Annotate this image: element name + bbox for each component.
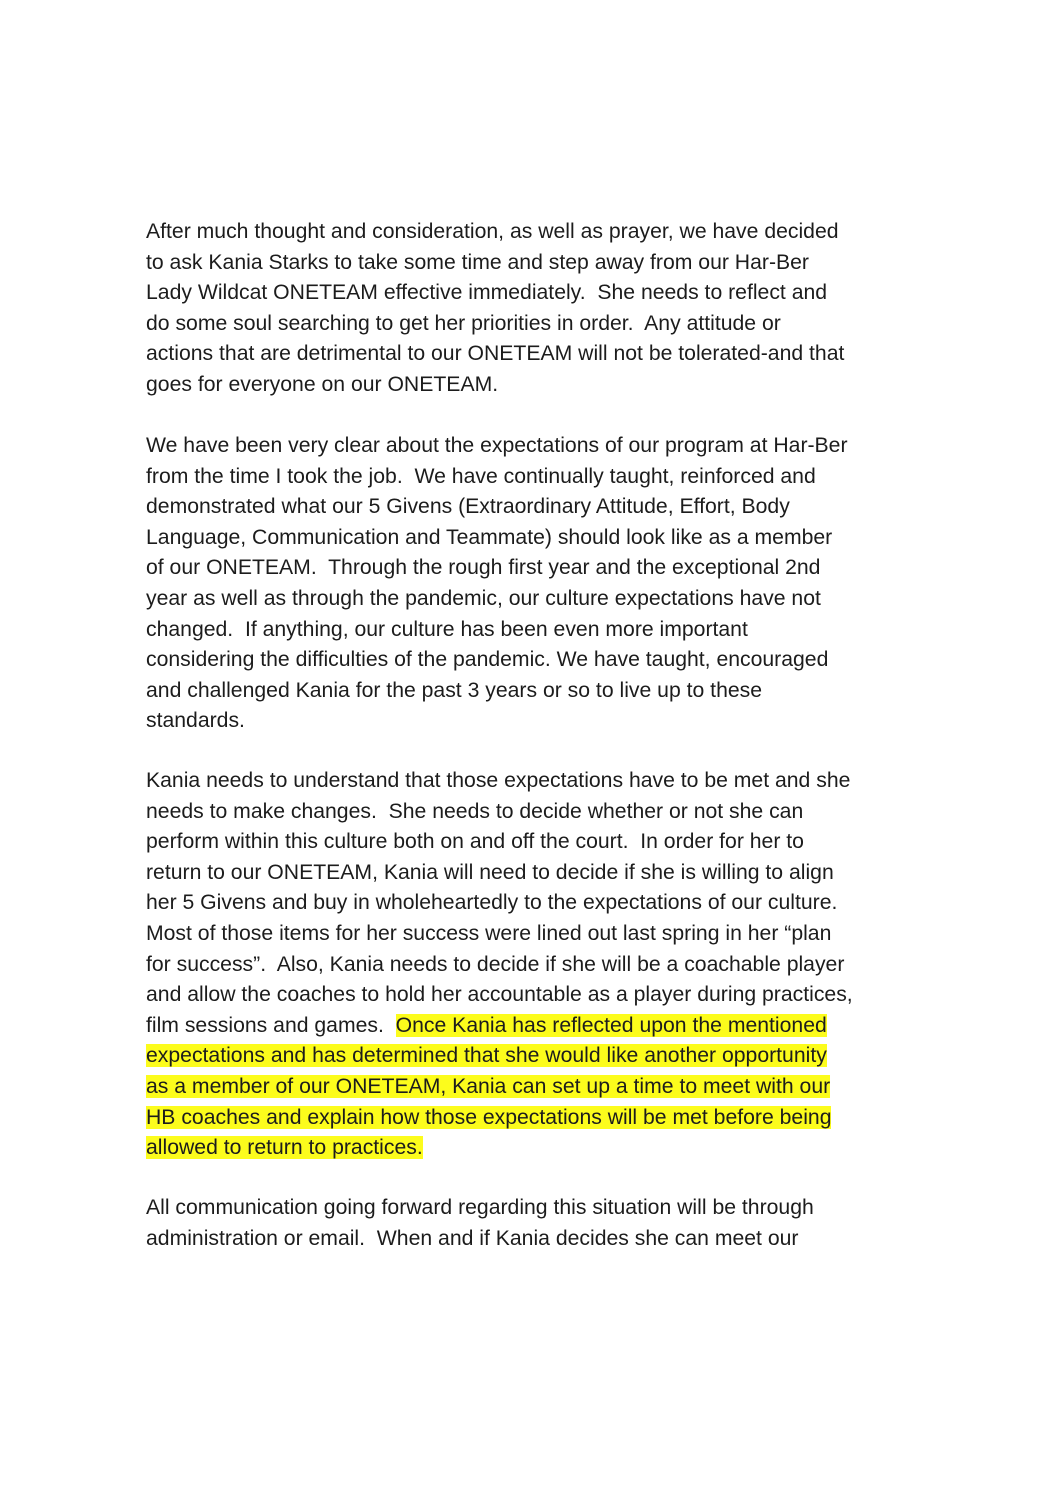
paragraph-decision (146, 217, 936, 401)
text-line: year as well as through the pandemic, our culture expectations have not (146, 586, 821, 610)
text-line: After much thought and consideration, as well as prayer, we have decided (146, 220, 839, 243)
paragraph-requirements (146, 766, 936, 1164)
text-line: Kania needs to understand that those expectations have to be met and she (146, 769, 851, 792)
text-line: and allow the coaches to hold her accountable as a player during practices, (146, 983, 853, 1007)
text-line: for success”. Also, Kania needs to decide if she will be a coachable player (146, 952, 845, 976)
plain-text-segment: film sessions and games. (146, 1013, 396, 1037)
text-line: demonstrated what our 5 Givens (Extraordinary Attitude, Effort, Body (146, 495, 790, 519)
highlighted-text-line (146, 1072, 936, 1103)
paragraph-expectations (146, 431, 936, 737)
highlighted-text-line (146, 1133, 936, 1164)
highlighted-text-segment: Once Kania has reflected upon the mentioned (395, 1013, 827, 1037)
text-line: Most of those items for her success were lined out last spring in her “plan (146, 921, 832, 945)
text-line: return to our ONETEAM, Kania will need to decide if she is willing to align (146, 860, 834, 884)
text-line: We have been very clear about the expectations of our program at Har-Ber (146, 434, 848, 457)
text-line: administration or email. When and if Kania decides she can meet our (146, 1226, 799, 1250)
text-line: standards. (146, 709, 245, 733)
highlighted-text-segment: as a member of our ONETEAM, Kania can set up a time to meet with our (146, 1074, 831, 1098)
text-line: and challenged Kania for the past 3 years or so to live up to these (146, 678, 763, 702)
highlighted-text-line (146, 1041, 936, 1072)
paragraph-communication (146, 1193, 936, 1254)
text-line: her 5 Givens and buy in wholeheartedly to the expectations of our culture. (146, 891, 838, 915)
text-line: of our ONETEAM. Through the rough first year and the exceptional 2nd (146, 556, 821, 580)
text-line: needs to make changes. She needs to decide whether or not she can (146, 799, 804, 823)
text-line: perform within this culture both on and off the court. In order for her to (146, 830, 804, 854)
text-line: do some soul searching to get her priorities in order. Any attitude or (146, 311, 781, 335)
text-line: Lady Wildcat ONETEAM effective immediately. She needs to reflect and (146, 281, 828, 305)
text-line: changed. If anything, our culture has been even more important (146, 617, 748, 641)
text-line: to ask Kania Starks to take some time and step away from our Har-Ber (146, 250, 809, 274)
text-line: Language, Communication and Teammate) should look like as a member (146, 525, 833, 549)
text-line: goes for everyone on our ONETEAM. (146, 372, 499, 396)
text-line: considering the difficulties of the pandemic. We have taught, encouraged (146, 648, 829, 672)
highlighted-text-segment: HB coaches and explain how those expectations will be met before being (146, 1105, 832, 1129)
highlighted-text-segment: expectations and has determined that she would like another opportunity (146, 1044, 827, 1068)
highlighted-text-segment: allowed to return to practices. (146, 1136, 423, 1160)
text-line: actions that are detrimental to our ONETEAM will not be tolerated-and that (146, 342, 845, 366)
text-line: from the time I took the job. We have continually taught, reinforced and (146, 464, 816, 488)
text-line: All communication going forward regarding this situation will be through (146, 1196, 814, 1219)
highlighted-text-line (146, 1103, 936, 1134)
mixed-text-line (146, 1011, 936, 1042)
